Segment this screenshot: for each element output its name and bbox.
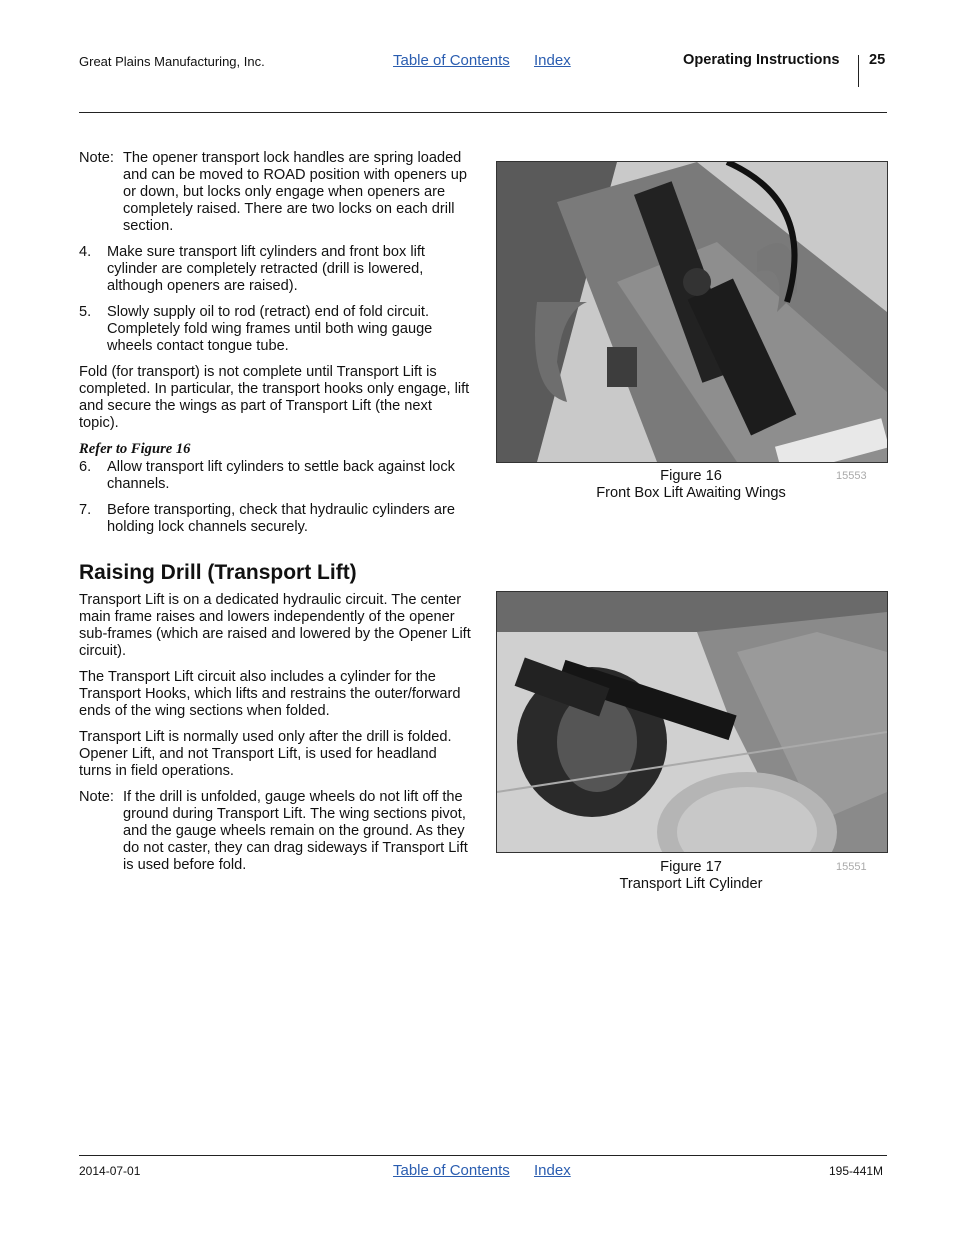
step-text: Before transporting, check that hydraulic cylinders are holding lock channels securely. — [107, 502, 455, 535]
left-column-upper — [79, 150, 471, 545]
page-number: 25 — [869, 52, 886, 68]
note-text: If the drill is unfolded, gauge wheels do not lift off the ground during Transport Lift. The wing sections pivot, and the gauge wheels remain on the ground. As they do not caster, they can drag sideways if Transport Lift is used before fold. — [123, 789, 468, 873]
figure-17-photo — [496, 591, 888, 853]
header-divider — [858, 55, 859, 87]
step-text: Slowly supply oil to rod (retract) end of fold circuit. Completely fold wing frames until both wing gauge wheels contact tongue tube. — [107, 304, 433, 354]
note-transport-locks — [79, 150, 471, 235]
figure-17-caption — [496, 859, 886, 893]
company-name: Great Plains Manufacturing, Inc. — [79, 54, 265, 69]
transport-lift-para-1: Transport Lift is on a dedicated hydraulic circuit. The center main frame raises and lowers independently of the opener sub-frames (which are raised and lowered by the Opener Lift circuit). — [79, 592, 471, 659]
index-link-header[interactable]: Index — [534, 52, 571, 69]
step-5 — [79, 304, 471, 355]
figure-16-photo — [496, 161, 888, 463]
transport-lift-para-2: The Transport Lift circuit also includes a cylinder for the Transport Hooks, which lifts and restrains the outer/forward ends of the wing sections when folded. — [79, 669, 461, 719]
step-7 — [79, 502, 471, 536]
footer-rule — [79, 1155, 887, 1156]
figure-16-caption — [496, 468, 886, 502]
left-column-lower — [79, 592, 471, 883]
step-number: 5. — [79, 304, 92, 320]
figure-17-title: Transport Lift Cylinder — [619, 876, 763, 892]
transport-lift-para-3: Transport Lift is normally used only after the drill is folded. Opener Lift, and not Transport Lift, is used for headland turns in field operations. — [79, 729, 452, 779]
toc-link-footer[interactable]: Table of Contents — [393, 1162, 510, 1179]
note-label: Note: — [79, 150, 114, 166]
note-label: Note: — [79, 789, 114, 805]
transport-lift-cylinder-illustration — [497, 592, 887, 852]
figure-16-number: 15553 — [836, 470, 867, 482]
figure-16-label: Figure 16 — [660, 468, 722, 484]
section-heading: Raising Drill (Transport Lift) — [79, 561, 357, 584]
step-text: Make sure transport lift cylinders and front box lift cylinder are completely retracted (drill is lowered, although openers are raised). — [107, 244, 425, 294]
figure-16-title: Front Box Lift Awaiting Wings — [596, 485, 786, 501]
header-rule — [79, 112, 887, 113]
section-title: Operating Instructions — [683, 52, 840, 68]
figure-17-number: 15551 — [836, 861, 867, 873]
note-text: The opener transport lock handles are spring loaded and can be moved to ROAD position with openers up or down, but locks only engage when openers are completely raised. There are two locks on each drill section. — [123, 150, 467, 234]
step-6 — [79, 459, 471, 493]
index-link-footer[interactable]: Index — [534, 1162, 571, 1179]
step-text: Allow transport lift cylinders to settle back against lock channels. — [107, 459, 455, 492]
fold-paragraph: Fold (for transport) is not complete until Transport Lift is completed. In particular, the transport hooks only engage, lift and secure the wings as part of Transport Lift (the next topic). — [79, 364, 470, 431]
front-box-lift-illustration — [497, 162, 887, 462]
step-number: 7. — [79, 502, 92, 518]
step-number: 6. — [79, 459, 92, 475]
step-4 — [79, 244, 471, 295]
footer-doc-number: 195-441M — [829, 1164, 884, 1178]
step-number: 4. — [79, 244, 92, 260]
footer-date: 2014-07-01 — [79, 1164, 141, 1178]
toc-link-header[interactable]: Table of Contents — [393, 52, 510, 69]
figure-17-label: Figure 17 — [660, 859, 722, 875]
refer-figure-16: Refer to Figure 16 — [79, 441, 191, 457]
note-unfolded-drill — [79, 789, 471, 874]
